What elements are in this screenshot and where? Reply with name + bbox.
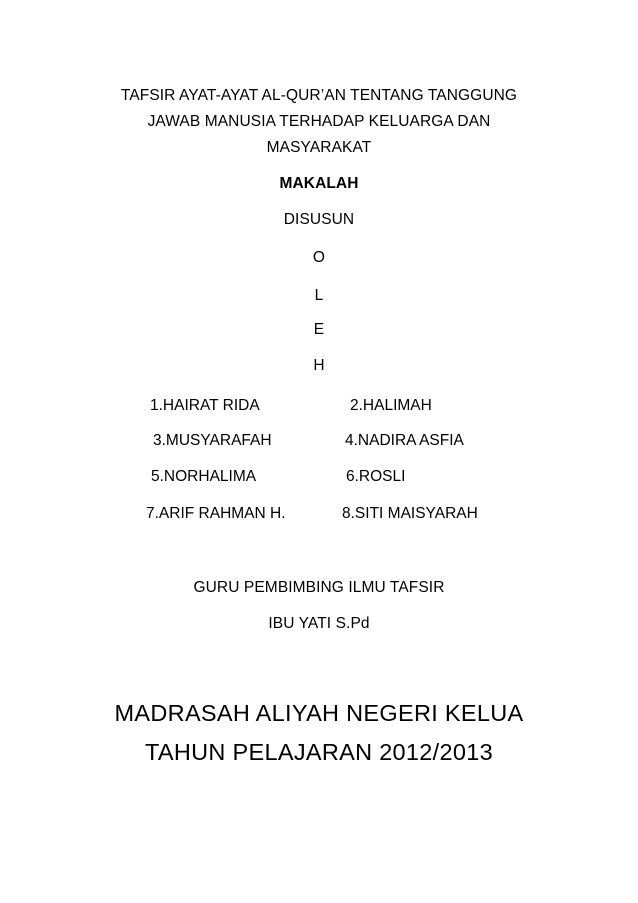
member-7: 7.ARIF RAHMAN H. xyxy=(146,505,286,522)
disusun-label: DISUSUN xyxy=(283,211,355,228)
title-line-3: MASYARAKAT xyxy=(266,139,372,156)
member-1: 1.HAIRAT RIDA xyxy=(150,397,260,414)
member-3: 3.MUSYARAFAH xyxy=(153,432,272,449)
makalah-heading: MAKALAH xyxy=(279,175,359,192)
member-5: 5.NORHALIMA xyxy=(151,468,257,485)
title-line-1: TAFSIR AYAT-AYAT AL-QUR’AN TENTANG TANGGUNG xyxy=(120,87,518,104)
member-2: 2.HALIMAH xyxy=(350,397,432,414)
school-name: MADRASAH ALIYAH NEGERI KELUA xyxy=(114,700,524,726)
member-8: 8.SITI MAISYARAH xyxy=(342,505,478,522)
oleh-letter-l: L xyxy=(314,287,324,304)
oleh-letter-o: O xyxy=(312,249,326,266)
oleh-letter-e: E xyxy=(313,321,325,338)
academic-year: TAHUN PELAJARAN 2012/2013 xyxy=(145,739,493,765)
member-4: 4.NADIRA ASFIA xyxy=(345,432,464,449)
title-line-2: JAWAB MANUSIA TERHADAP KELUARGA DAN xyxy=(147,113,491,130)
oleh-letter-h: H xyxy=(313,357,325,374)
guru-label: GURU PEMBIMBING ILMU TAFSIR xyxy=(193,579,445,596)
member-6: 6.ROSLI xyxy=(346,468,406,485)
guru-name: IBU YATI S.Pd xyxy=(268,615,370,632)
